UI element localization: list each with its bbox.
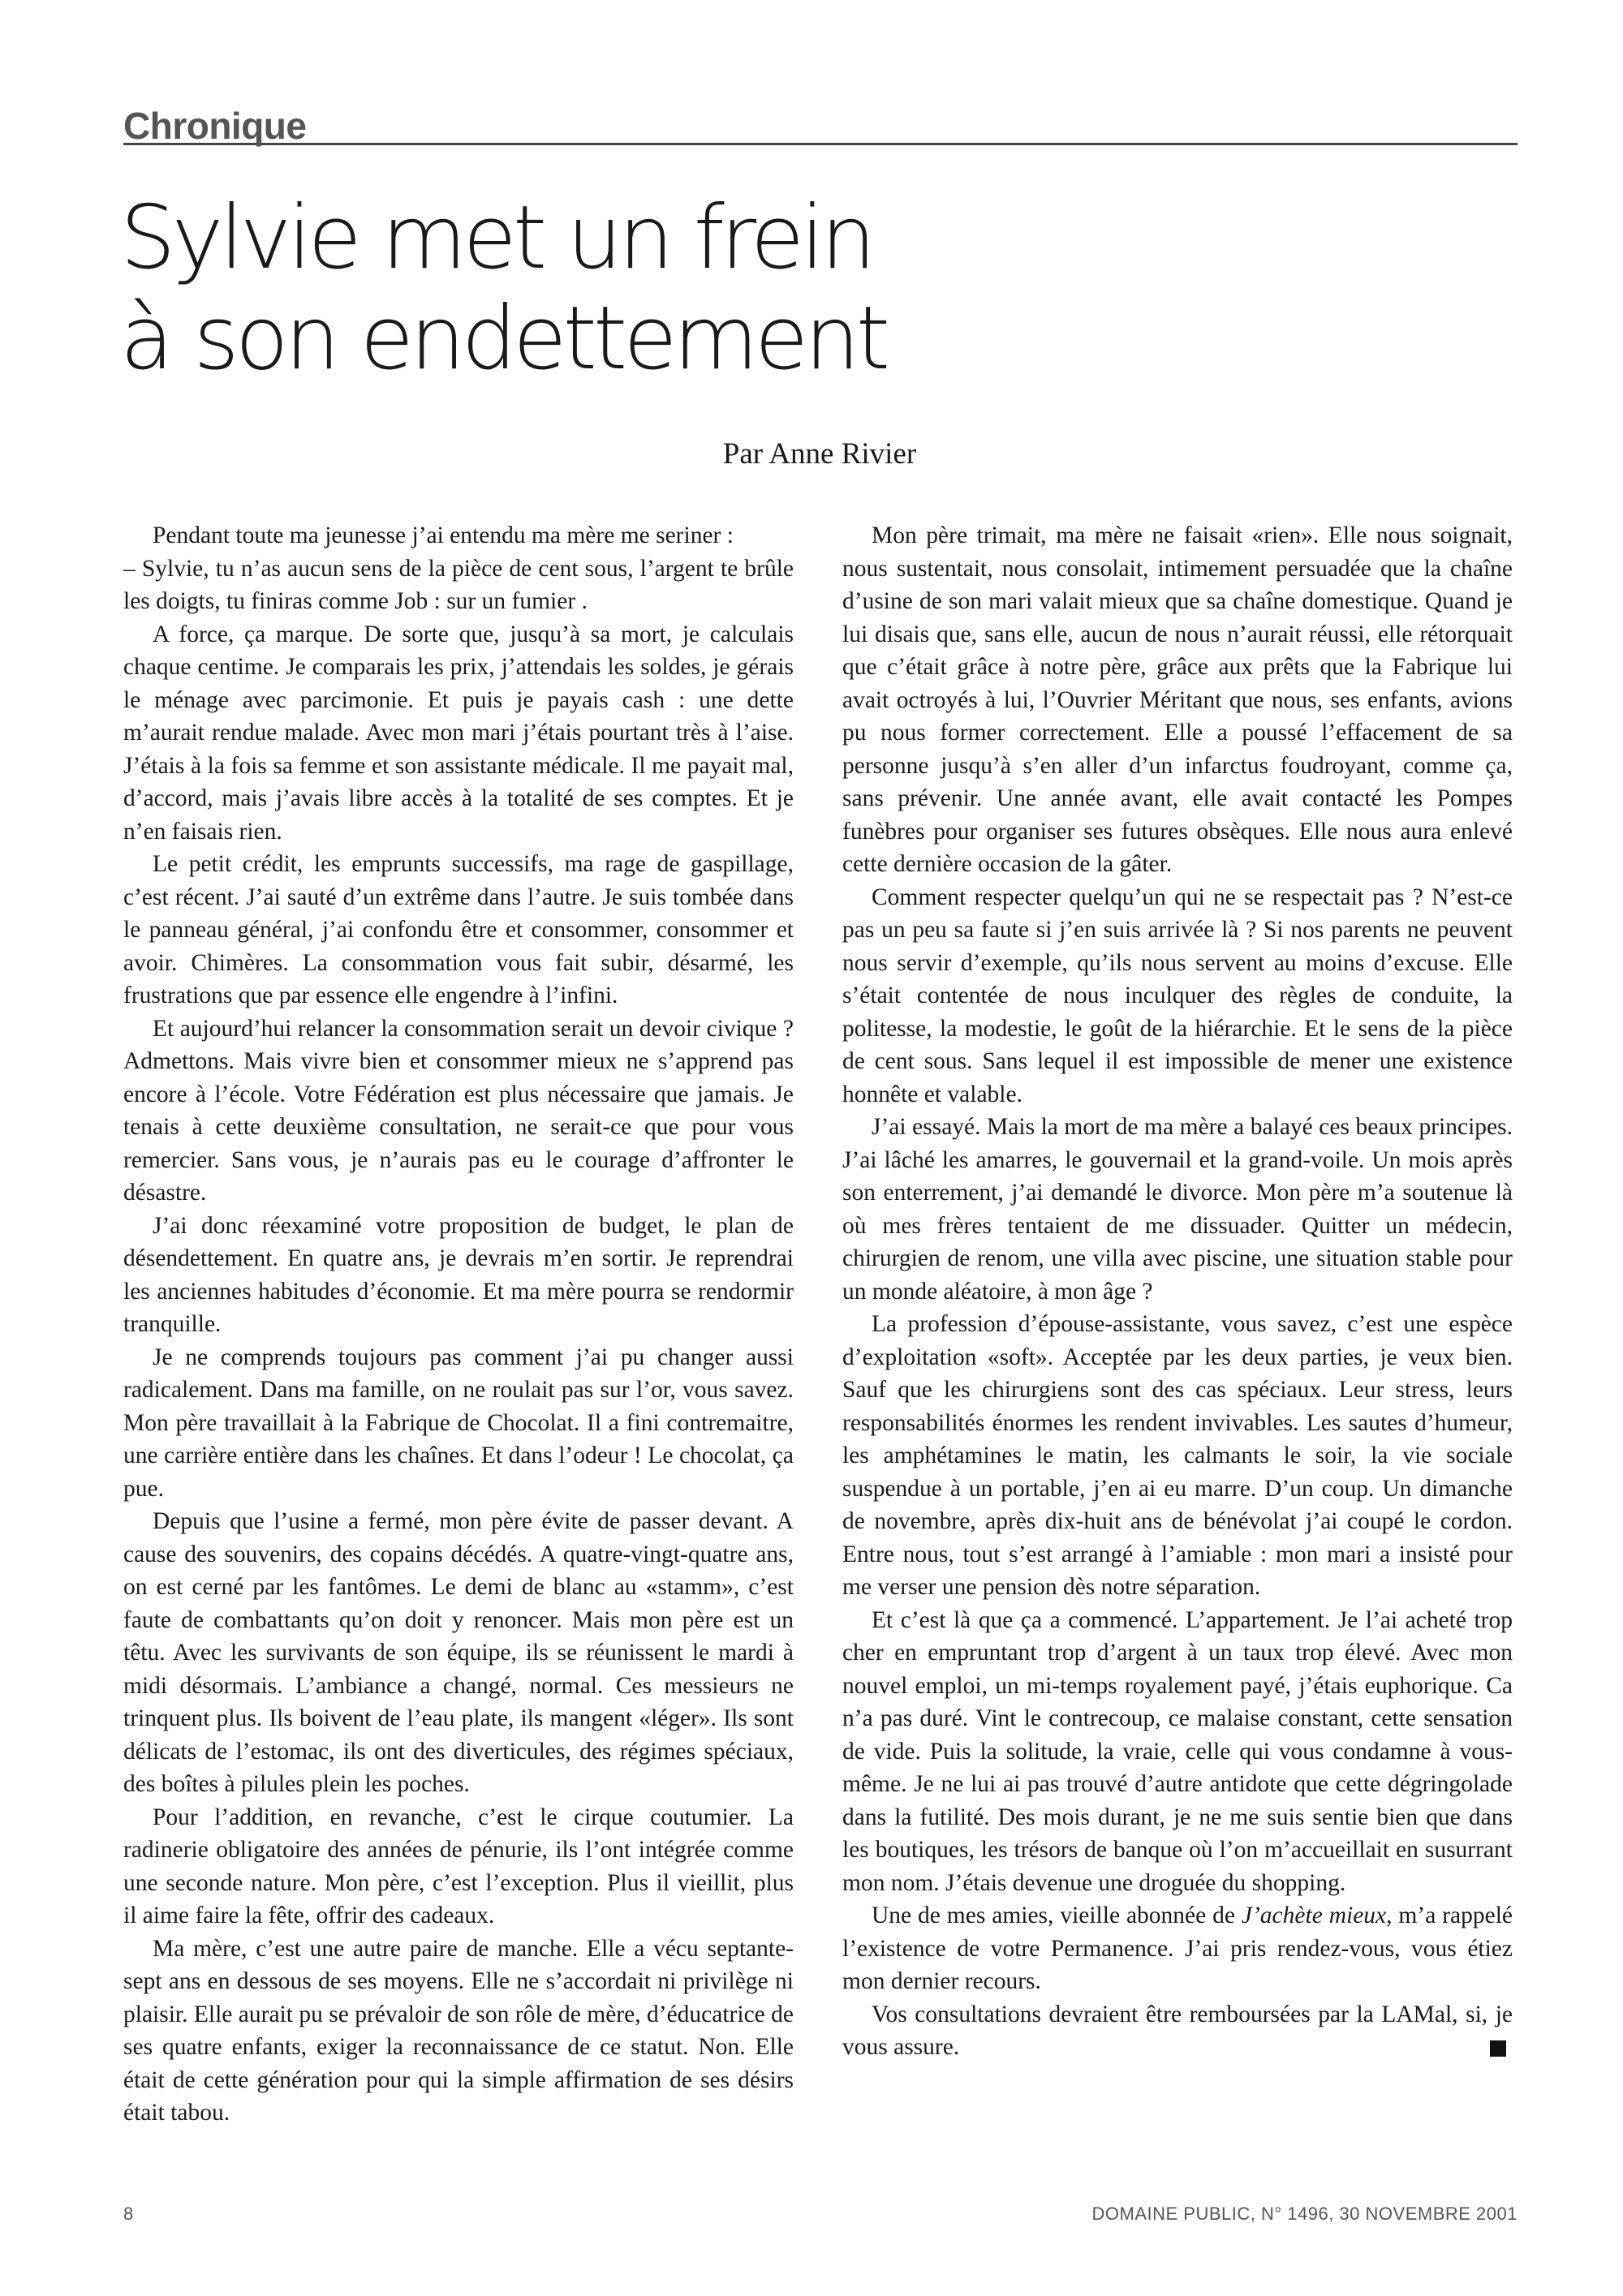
paragraph: J’ai essayé. Mais la mort de ma mère a balayé ces beaux principes. J’ai lâché les amarres, le gouvernail et la grand-voile. Un mois après son enterrement, j’ai demandé le divorce. Mon père m’a soutenue là où mes frères tentaient de me dissuader. Quitter un médecin, chirurgien de renom, une villa avec piscine, une situation stable pour un monde aléatoire, à mon âge ? [842,1114,1513,1305]
paragraph: – Sylvie, tu n’as aucun sens de la pièce de cent sous, l’argent te brûle les doigts, tu finiras comme Job : sur un fumier . [123,555,794,614]
article-body [123,519,1513,2130]
column-left [123,519,794,2130]
article-title-line2: à son endettement [120,288,887,389]
paragraph: Pendant toute ma jeunesse j’ai entendu ma mère me seriner : [153,522,734,548]
paragraph: Ma mère, c’est une autre paire de manche. Elle a vécu septante-sept ans en dessous de ses moyens. Elle ne s’accordait ni privilège ni plaisir. Elle aurait pu se prévaloir de son rôle de mère, d’éducatrice de ses quatre enfants, exiger la reconnaissance de ce statut. Non. Elle était de cette génération pour qui la simple affirmation de ses désirs était tabou. [123,1935,794,2126]
section-label: Chronique [123,105,307,147]
section-header [123,104,1518,145]
paragraph: Mon père trimait, ma mère ne faisait «rien». Elle nous soignait, nous sustentait, nous consolait, intimement persuadée que la chaîne d’usine de son mari valait mieux que sa chaîne domestique. Quand je lui disais que, sans elle, aucun de nous n’aurait réussi, elle rétorquait que c’était grâce à notre père, grâce aux prêts que la Fabrique lui avait octroyés à lui, l’Ouvrier Méritant que nous, ses enfants, avions pu nous former correctement. Elle a poussé l’effacement de sa personne jusqu’à s’en aller d’un infarctus foudroyant, comme ça, sans prévenir. Une année avant, elle avait contacté les Pompes funèbres pour organiser ses futures obsèques. Elle nous aura enlevé cette dernière occasion de la gâter. [842,522,1513,877]
end-of-article-icon [1490,2040,1506,2057]
text-segment: Vos consultations devraient être remboursées par la LAMal, si, je vous assure. [842,2001,1513,2060]
paragraph-final [842,1998,1513,2064]
paragraph: Et aujourd’hui relancer la consommation serait un devoir civique ? Admettons. Mais vivre bien et consommer mieux ne s’apprend pas encore à l’école. Votre Fédération est plus nécessaire que jamais. Je tenais à cette deuxième consultation, ne serait-ce que pour vous remercier. Sans vous, je n’aurais pas eu le courage d’affronter le désastre. [123,1015,794,1206]
text-segment: , m’a rappelé l’existence de votre Permanence. J’ai pris rendez-vous, vous étiez mon dernier recours. [842,1903,1513,1994]
paragraph: Et c’est là que ça a commencé. L’appartement. Je l’ai acheté trop cher en empruntant trop d’argent à un taux trop élevé. Avec mon nouvel emploi, un mi-temps royalement payé, j’étais euphorique. Ca n’a pas duré. Vint le contrecoup, ce malaise constant, cette sensation de vide. Puis la solitude, la vraie, celle qui vous condamne à vous-même. Je ne lui ai pas trouvé d’autre antidote que cette dégringolade dans la futilité. Des mois durant, je ne me suis sentie bien que dans les boutiques, les trésors de banque où l’on m’accueillait en susurrant mon nom. J’étais devenue une droguée du shopping. [842,1606,1513,1896]
text-segment: Une de mes amies, vieille abonnée de [872,1903,1242,1928]
paragraph: Je ne comprends toujours pas comment j’ai pu changer aussi radicalement. Dans ma famille, on ne roulait pas sur l’or, vous savez. Mon père travaillait à la Fabrique de Chocolat. Il a fini contremaitre, une carrière entière dans les chaînes. Et dans l’odeur ! Le chocolat, ça pue. [123,1344,794,1502]
paragraph: Depuis que l’usine a fermé, mon père évite de passer devant. A cause des souvenirs, des copains décédés. A quatre-vingt-quatre ans, on est cerné par les fantômes. Le demi de blanc au «stamm», c’est faute de combattants qu’on doit y renoncer. Mais mon père est un têtu. Avec les survivants de son équipe, ils se réunissent le mardi à midi désormais. L’ambiance a changé, normal. Ces messieurs ne trinquent plus. Ils boivent de l’eau plate, ils mangent «léger». Ils sont délicats de l’estomac, ils ont des diverticules, des régimes spéciaux, des boîtes à pilules plein les poches. [123,1508,794,1797]
paragraph-with-italic [842,1899,1513,1998]
magazine-title: J’achète mieux [1241,1903,1387,1928]
paragraph: Le petit crédit, les emprunts successifs, ma rage de gaspillage, c’est récent. J’ai sauté d’un extrême dans l’autre. Je suis tombée dans le panneau général, j’ai confondu être et consommer, consommer et avoir. Chimères. La consommation vous fait subir, désarmé, les frustrations que par essence elle engendre à l’infini. [123,851,794,1008]
article-title-line1: Sylvie met un frein [120,187,872,289]
paragraph: J’ai donc réexaminé votre proposition de budget, le plan de désendettement. En quatre ans, je devrais m’en sortir. Je reprendrai les anciennes habitudes d’économie. Et ma mère pourra se rendormir tranquille. [123,1212,794,1337]
publication-info: DOMAINE PUBLIC, N° 1496, 30 NOVEMBRE 2001 [1091,2204,1518,2224]
column-right [842,519,1513,2130]
article-title [120,188,1500,389]
paragraph: La profession d’épouse-assistante, vous savez, c’est une espèce d’exploitation «soft». Acceptée par les deux parties, je veux bien. Sauf que les chirurgiens sont des cas spéciaux. Leur stress, leurs responsabilités énormes les rendent invivables. Les sautes d’humeur, les amphétamines le matin, les calmants le soir, la vie sociale suspendue à un portable, j’en ai eu marre. D’un coup. Un dimanche de novembre, après dix-huit ans de bénévolat j’ai coupé le cordon. Entre nous, tout s’est arrangé à l’amiable : mon mari a insisté pour me verser une pension dès notre séparation. [842,1311,1513,1600]
paragraph: A force, ça marque. De sorte que, jusqu’à sa mort, je calculais chaque centime. Je comparais les prix, j’attendais les soldes, je gérais le ménage avec parcimonie. Et puis je payais cash : une dette m’aurait rendue malade. Avec mon mari j’étais pourtant très à l’aise. J’étais à la fois sa femme et son assistante médicale. Il me payait mal, d’accord, mais j’avais libre accès à la totalité de ses comptes. Et je n’en faisais rien. [123,621,794,845]
paragraph: Comment respecter quelqu’un qui ne se respectait pas ? N’est-ce pas un peu sa faute si j’en suis arrivée là ? Si nos parents ne peuvent nous servir d’exemple, qu’ils nous servent au moins d’excuse. Elle s’était contentée de nous inculquer des règles de conduite, la politesse, la modestie, le goût de la hiérarchie. Et le sens de la pièce de cent sous. Sans lequel il est impossible de mener une existence honnête et valable. [842,884,1513,1107]
page-number: 8 [123,2204,134,2224]
article-byline: Par Anne Rivier [722,437,917,471]
paragraph: Pour l’addition, en revanche, c’est le cirque coutumier. La radinerie obligatoire des années de pénurie, ils l’ont intégrée comme une seconde nature. Mon père, c’est l’exception. Plus il vieillit, plus il aime faire la fête, offrir des cadeaux. [123,1804,794,1928]
